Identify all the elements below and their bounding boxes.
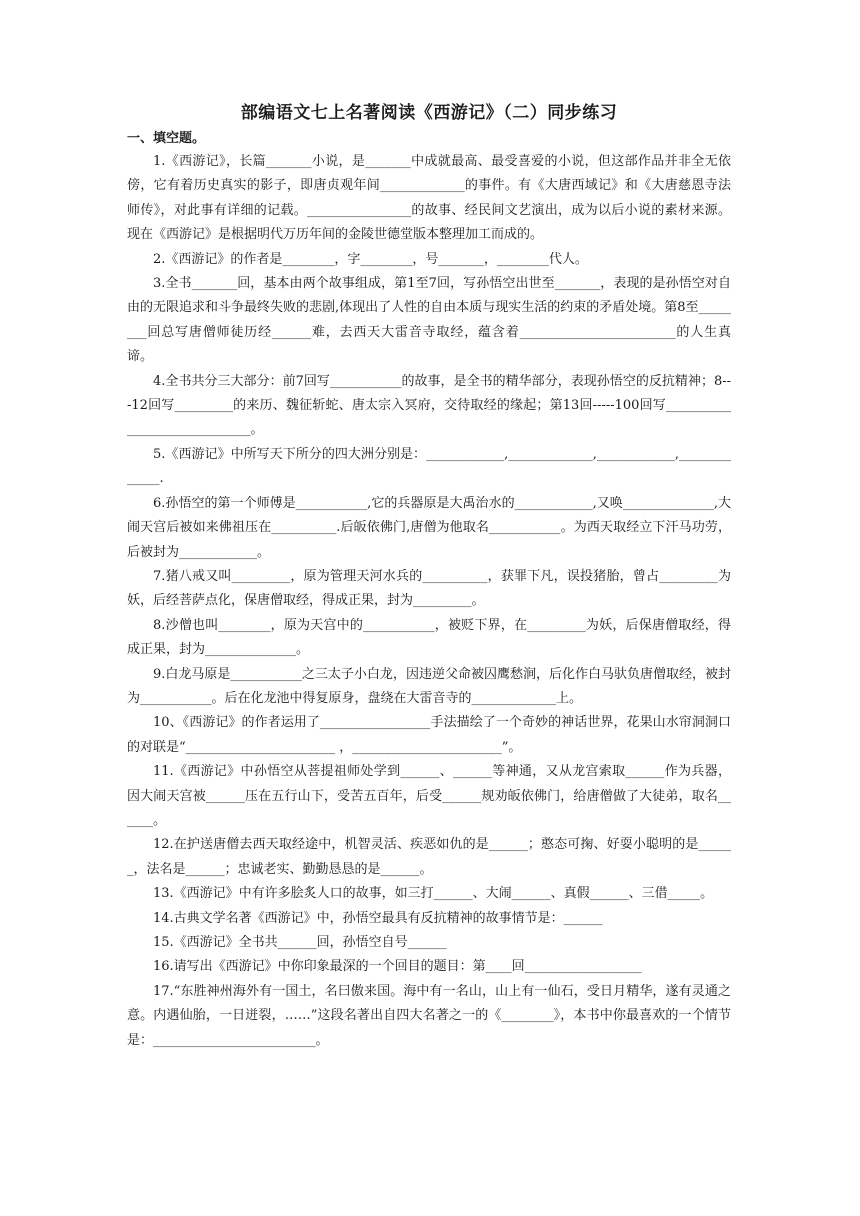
question-text: 6.孙悟空的第一个师傅是___________,它的兵器原是大禹治水的____________,又唤______________,大闹天宫后被如来佛祖压在__________.后皈依佛门,唐僧为他取名___________。为西天取经立下汗马功劳，后被封为____________。 <box>127 495 731 560</box>
question-text: 15.《西游记》全书共______回，孙悟空自号______ <box>153 935 447 950</box>
question-text: 2.《西游记》的作者是________，字________，号_______，________代人。 <box>153 251 588 267</box>
document-page <box>127 100 731 1053</box>
question-17 <box>127 980 731 1053</box>
document-title: 部编语文七上名著阅读《西游记》（二）同步练习 <box>240 103 618 123</box>
question-text: 3.全书_______回，基本由两个故事组成，第1至7回，写孙悟空出世至_______，表现的是孙悟空对自由的无限追求和斗争最终失败的悲剧,体现出了人性的自由本质与现实生活的约束的矛盾处境。第8至________回总写唐僧师徒历经______难，去西天大雷音寺取经，蕴含着________________________的人生真谛。 <box>127 276 731 365</box>
question-9 <box>127 663 731 712</box>
question-6 <box>127 492 731 565</box>
question-14 <box>127 907 731 931</box>
question-3 <box>127 272 731 370</box>
question-text: 5.《西游记》中所写天下所分的四大洲分别是：____________,_____________,____________,_____________. <box>127 446 731 487</box>
question-text: 10、《西游记》的作者运用了_________________手法描绘了一个奇妙的神话世界，花果山水帘洞洞口的对联是“_______________________ ，_______________________”。 <box>127 715 731 755</box>
question-text: 16.请写出《西游记》中你印象最深的一个回目的题目：第____回__________________ <box>153 959 642 975</box>
question-text: 8.沙僧也叫________，原为天宫中的___________，被贬下界，在_________为妖，后保唐僧取经，得成正果，封为______________。 <box>127 617 731 658</box>
question-text: 11.《西游记》中孙悟空从菩提祖师处学到______、______等神通，又从龙宫索取______作为兵器，因大闹天宫被______压在五行山下，受苦五百年，后受______规劝皈依佛门，给唐僧做了大徒弟，取名______。 <box>127 764 731 828</box>
question-text: 12.在护送唐僧去西天取经途中，机智灵活、疾恶如仇的是______；憨态可掬、好耍小聪明的是______，法名是______；忠诚老实、勤勤恳恳的是______。 <box>127 837 731 877</box>
question-text: 1.《西游记》，长篇_______小说，是_______中成就最高、最受喜爱的小说，但这部作品并非全无依傍，它有着历史真实的影子，即唐贞观年间_____________的事件。有《大唐西域记》和《大唐慈恩寺法师传》，对此事有详细的记载。________________的故事、经民间文艺演出，成为以后小说的素材来源。现在《西游记》是根据明代万历年间的金陵世德堂版本整理加工而成的。 <box>127 154 731 243</box>
question-12 <box>127 833 731 882</box>
question-text: 7.猪八戒又叫_________，原为管理天河水兵的__________，获罪下凡，误投猪胎，曾占_________为妖，后经菩萨点化，保唐僧取经，得成正果，封为_________。 <box>127 568 731 609</box>
question-11 <box>127 760 731 833</box>
section-heading: 一、填空题。 <box>127 131 206 146</box>
question-text: 9.白龙马原是___________之三太子小白龙，因违逆父命被囚鹰愁涧，后化作白马驮负唐僧取经，被封为___________。后在化龙池中得复原身，盘绕在大雷音寺的_____________上。 <box>127 666 731 706</box>
question-2 <box>127 248 731 272</box>
question-text: 4.全书共分三大部分：前7回写___________的故事，是全书的精华部分，表现孙悟空的反抗精神；8---12回写_________的来历、魏征斩蛇、唐太宗入冥府，交待取经的缘起；第13回-----100回写_____________________________。 <box>127 373 731 438</box>
question-7 <box>127 565 731 614</box>
question-text: 17.“东胜神州海外有一国土，名曰傲来国。海中有一名山，山上有一仙石，受日月精华，遂有灵通之意。内遇仙胎，一日迸裂，……”这段名著出自四大名著之一的《________》，本书中你最喜欢的一个情节是：_________________________。 <box>127 983 731 1048</box>
question-13 <box>127 882 731 906</box>
question-10 <box>127 711 731 760</box>
question-8 <box>127 614 731 663</box>
question-5 <box>127 443 731 492</box>
question-1 <box>127 150 731 248</box>
question-16 <box>127 955 731 979</box>
question-text: 13.《西游记》中有许多脍炙人口的故事，如三打______、大闹______、真假______、三借_____。 <box>153 886 714 902</box>
question-15 <box>127 931 731 955</box>
question-4 <box>127 370 731 443</box>
question-text: 14.古典文学名著《西游记》中，孙悟空最具有反抗精神的故事情节是：______ <box>153 910 603 926</box>
